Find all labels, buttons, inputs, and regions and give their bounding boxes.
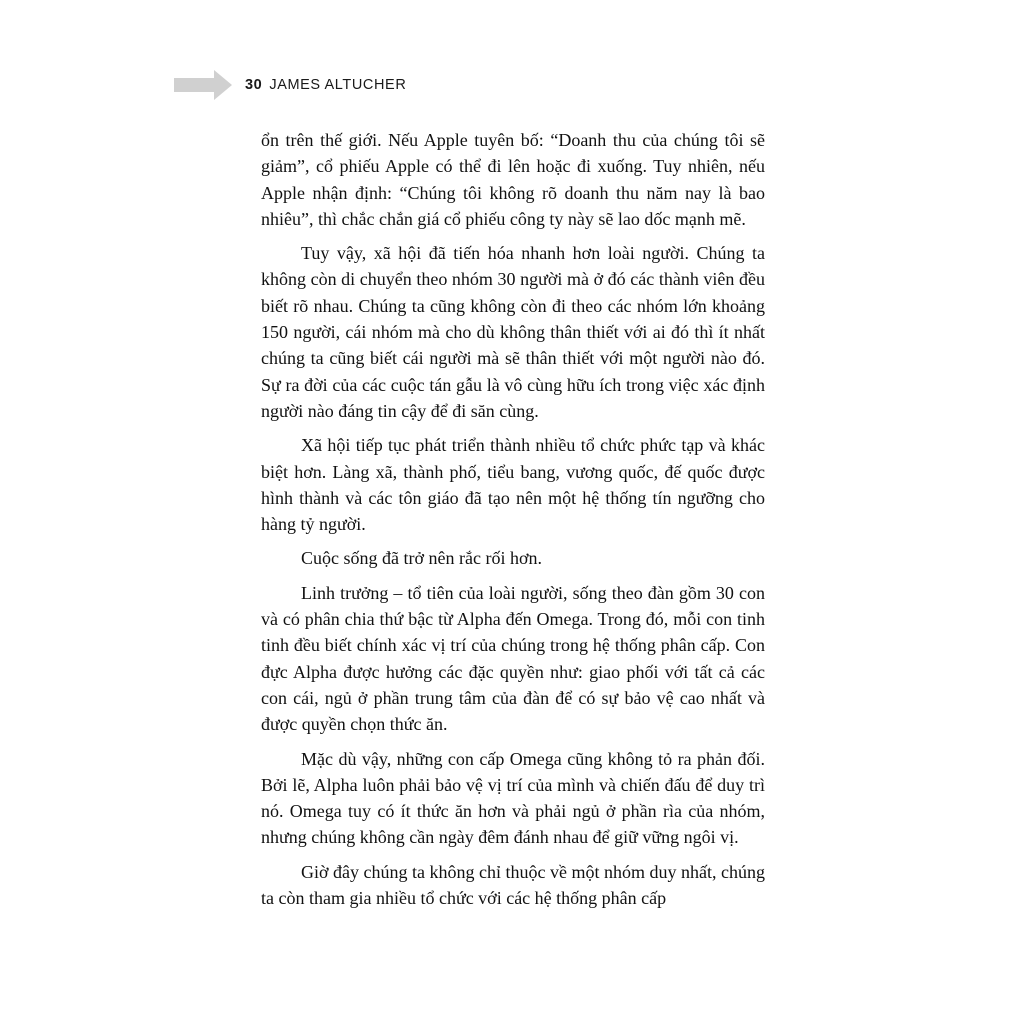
paragraph: ổn trên thế giới. Nếu Apple tuyên bố: “Doanh thu của chúng tôi sẽ giảm”, cổ phiếu Apple có thể đi lên hoặc đi xuống. Tuy nhiên, nếu Apple nhận định: “Chúng tôi không rõ doanh thu năm nay là bao nhiêu”, thì chắc chắn giá cổ phiếu công ty này sẽ lao dốc mạnh mẽ. [261, 130, 765, 229]
arrow-right-icon [174, 70, 232, 100]
paragraph: Cuộc sống đã trở nên rắc rối hơn. [301, 548, 542, 569]
running-header [245, 75, 406, 95]
paragraph: Linh trưởng – tổ tiên của loài người, sống theo đàn gồm 30 con và có phân chia thứ bậc từ Alpha đến Omega. Trong đó, mỗi con tinh tinh đều biết chính xác vị trí của chúng trong hệ thống phân cấp. Con đực Alpha được hưởng các đặc quyền như: giao phối với tất cả các con cái, ngủ ở phần trung tâm của đàn để có sự bảo vệ cao nhất và được quyền chọn thức ăn. [261, 582, 765, 735]
paragraph: Mặc dù vậy, những con cấp Omega cũng không tỏ ra phản đối. Bởi lẽ, Alpha luôn phải bảo vệ vị trí của mình và chiến đấu để duy trì nó. Omega tuy có ít thức ăn hơn và phải ngủ ở phần rìa của nhóm, nhưng chúng không cần ngày đêm đánh nhau để giữ vững ngôi vị. [261, 748, 765, 848]
paragraph: Xã hội tiếp tục phát triển thành nhiều tổ chức phức tạp và khác biệt hơn. Làng xã, thành phố, tiểu bang, vương quốc, đế quốc được hình thành và các tôn giáo đã tạo nên một hệ thống tín ngưỡng cho hàng tỷ người. [261, 435, 765, 535]
page-number: 30 [245, 77, 263, 93]
running-title: JAMES ALTUCHER [269, 77, 407, 93]
paragraph: Tuy vậy, xã hội đã tiến hóa nhanh hơn loài người. Chúng ta không còn di chuyển theo nhóm 30 người mà ở đó các thành viên đều biết rõ nhau. Chúng ta cũng không còn đi theo các nhóm lớn khoảng 150 người, cái nhóm mà cho dù không thân thiết với ai đó thì ít nhất chúng ta cũng biết cái người mà sẽ thân thiết với một người nào đó. Sự ra đời của các cuộc tán gẫu là vô cùng hữu ích trong việc xác định người nào đáng tin cậy để đi săn cùng. [261, 243, 765, 421]
body-text [261, 127, 765, 911]
paragraph: Giờ đây chúng ta không chỉ thuộc về một nhóm duy nhất, chúng ta còn tham gia nhiều tổ chức với các hệ thống phân cấp [261, 861, 765, 909]
